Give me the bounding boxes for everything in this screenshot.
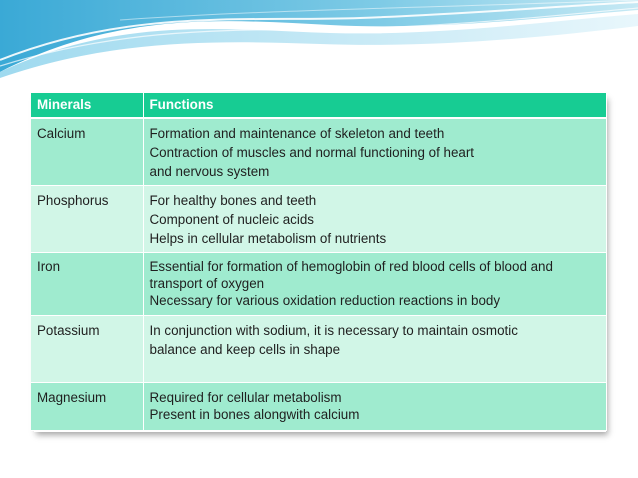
functions-cell [143,316,606,383]
minerals-functions-table [31,93,607,431]
table-row [31,186,606,253]
table-row [31,253,606,316]
functions-cell [143,118,606,186]
function-line: balance and keep cells in shape [149,342,341,357]
table-header-row [31,93,606,118]
mineral-cell: Potassium [31,316,143,383]
functions-cell [143,186,606,253]
decorative-wave-banner [0,0,638,80]
function-line: Contraction of muscles and normal functioning of heart [149,145,475,160]
mineral-cell: Iron [31,253,143,316]
function-line: For healthy bones and teeth [149,193,317,208]
functions-cell [143,253,606,316]
header-functions: Functions [143,93,606,118]
header-minerals: Minerals [31,93,143,118]
functions-cell [143,383,606,431]
function-line: Helps in cellular metabolism of nutrients [149,231,387,246]
mineral-cell: Calcium [31,118,143,186]
mineral-cell: Phosphorus [31,186,143,253]
function-line: Formation and maintenance of skeleton and teeth [149,126,445,141]
mineral-cell: Magnesium [31,383,143,431]
function-line: Necessary for various oxidation reduction reactions in body [149,293,501,308]
function-line: Essential for formation of hemoglobin of red blood cells of blood and transport of oxygen [149,259,553,291]
function-line: In conjunction with sodium, it is necessary to maintain osmotic [149,323,518,338]
table-row [31,383,606,431]
function-line: Component of nucleic acids [149,212,314,227]
function-line: Present in bones alongwith calcium [149,407,360,422]
function-line: and nervous system [149,164,270,179]
function-line: Required for cellular metabolism [149,390,342,405]
table-row [31,118,606,186]
table-row [31,316,606,383]
